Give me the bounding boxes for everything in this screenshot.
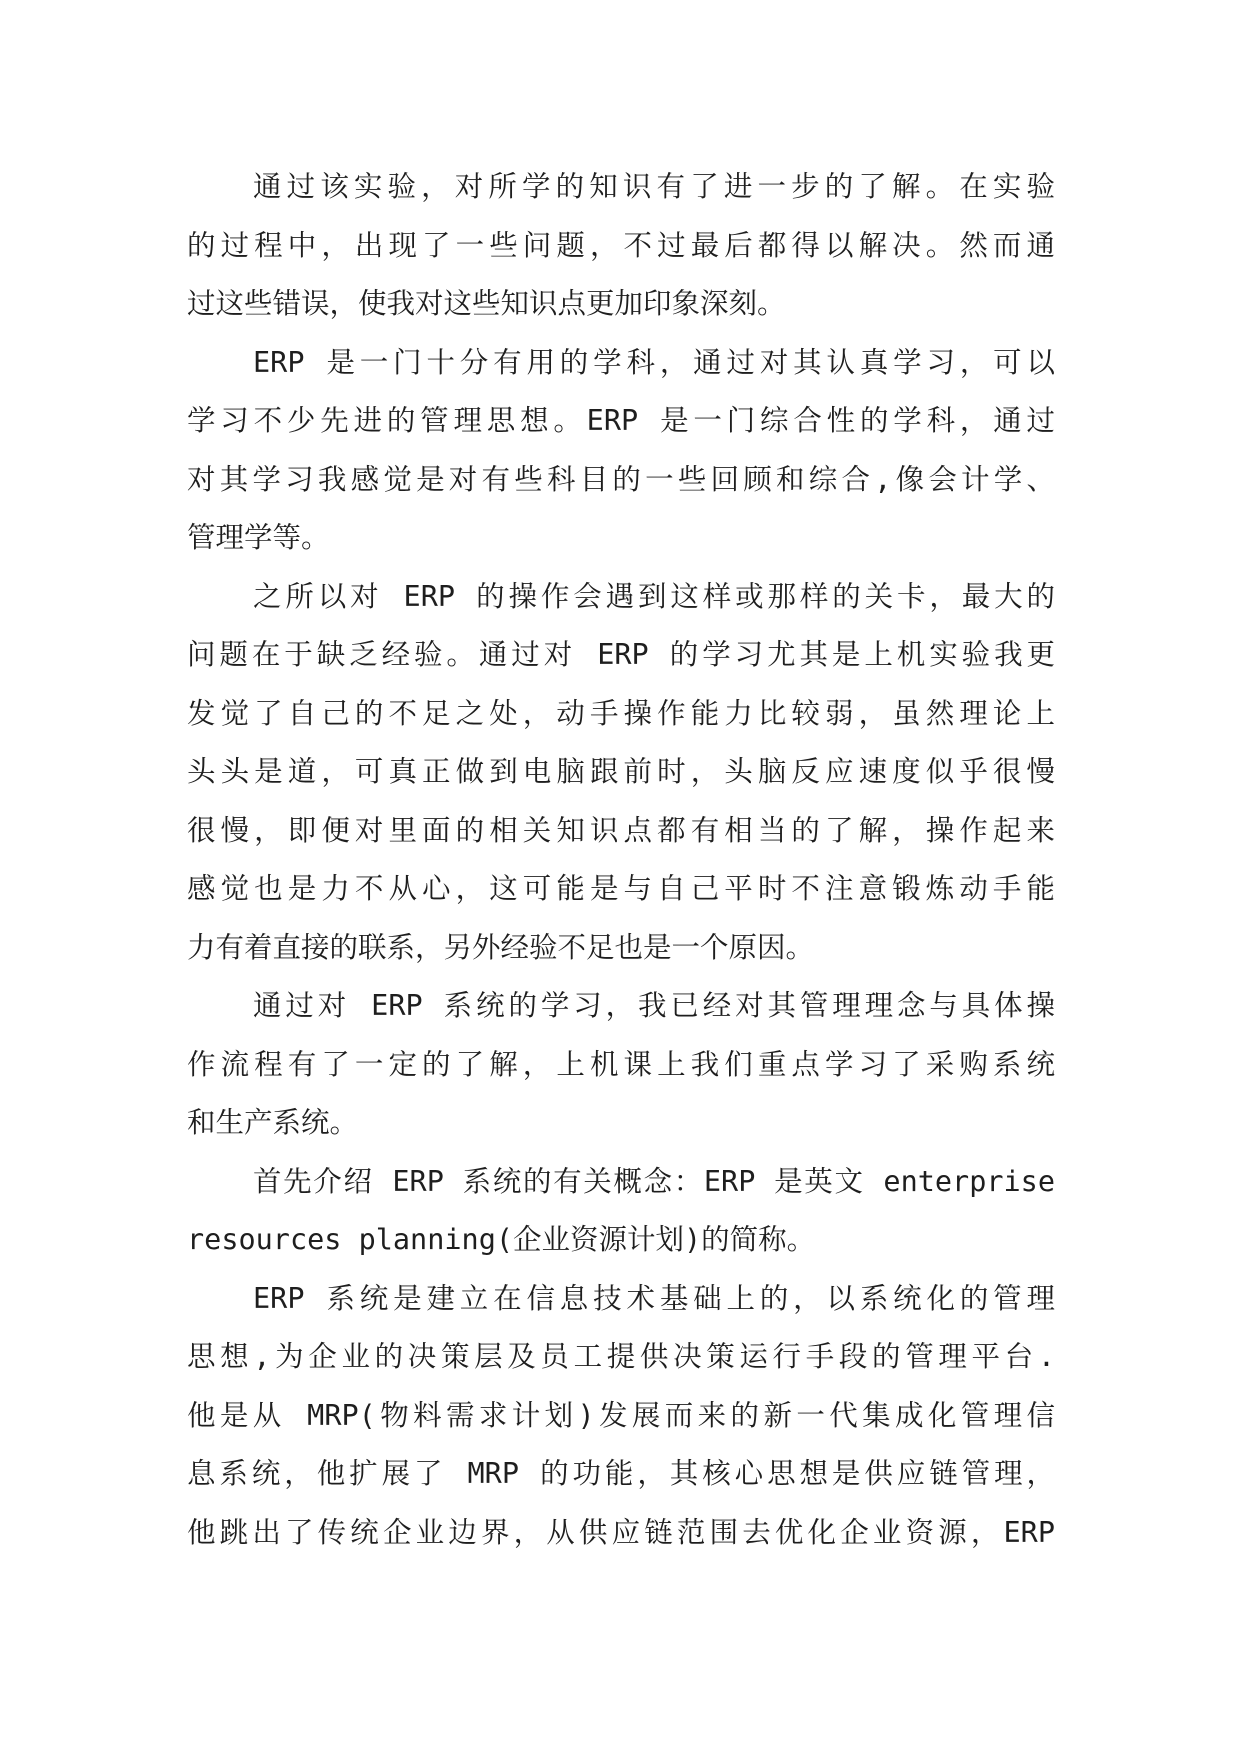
paragraph-2 — [187, 334, 1055, 568]
text-line: 学习不少先进的管理思想。ERP 是一门综合性的学科，通过 — [187, 404, 1055, 437]
text-line: 过这些错误，使我对这些知识点更加印象深刻。 — [187, 287, 786, 320]
paragraph-1 — [187, 158, 1055, 334]
text-line: 很慢，即便对里面的相关知识点都有相当的了解，操作起来 — [187, 813, 1055, 847]
text-line: 作流程有了一定的了解，上机课上我们重点学习了采购系统 — [187, 1047, 1055, 1081]
text-line: 感觉也是力不从心，这可能是与自己平时不注意锻炼动手能 — [187, 872, 1055, 905]
text-line: 的过程中，出现了一些问题，不过最后都得以解决。然而通 — [187, 228, 1055, 262]
paragraph-5 — [187, 1153, 1055, 1270]
text-line: 力有着直接的联系，另外经验不足也是一个原因。 — [187, 930, 815, 964]
text-line: 他是从 MRP(物料需求计划)发展而来的新一代集成化管理信 — [187, 1398, 1055, 1432]
text-line: ERP 是一门十分有用的学科，通过对其认真学习，可以 — [253, 345, 1055, 379]
text-line: 发觉了自己的不足之处，动手操作能力比较弱，虽然理论上 — [187, 696, 1055, 730]
document-body — [187, 158, 1055, 1562]
text-line: 头头是道，可真正做到电脑跟前时，头脑反应速度似乎很慢 — [187, 755, 1055, 788]
text-line: 思想,为企业的决策层及员工提供决策运行手段的管理平台. — [187, 1340, 1055, 1373]
text-line: resources planning(企业资源计划)的简称。 — [187, 1223, 816, 1256]
text-line: 通过该实验，对所学的知识有了进一步的了解。在实验 — [253, 170, 1055, 203]
text-line: 对其学习我感觉是对有些科目的一些回顾和综合,像会计学、 — [187, 462, 1055, 496]
text-line: 他跳出了传统企业边界，从供应链范围去优化企业资源，ERP — [187, 1515, 1055, 1549]
paragraph-3 — [187, 568, 1055, 978]
paragraph-6 — [187, 1270, 1055, 1563]
text-line: 息系统，他扩展了 MRP 的功能，其核心思想是供应链管理， — [187, 1457, 1055, 1490]
text-line: 管理学等。 — [187, 521, 330, 554]
text-line: 之所以对 ERP 的操作会遇到这样或那样的关卡，最大的 — [253, 579, 1055, 613]
paragraph-4 — [187, 977, 1055, 1153]
text-line: ERP 系统是建立在信息技术基础上的，以系统化的管理 — [253, 1281, 1055, 1315]
text-line: 和生产系统。 — [187, 1106, 359, 1139]
text-line: 问题在于缺乏经验。通过对 ERP 的学习尤其是上机实验我更 — [187, 638, 1055, 671]
text-line: 通过对 ERP 系统的学习，我已经对其管理理念与具体操 — [253, 989, 1055, 1022]
text-line: 首先介绍 ERP 系统的有关概念：ERP 是英文 enterprise — [253, 1164, 1055, 1198]
